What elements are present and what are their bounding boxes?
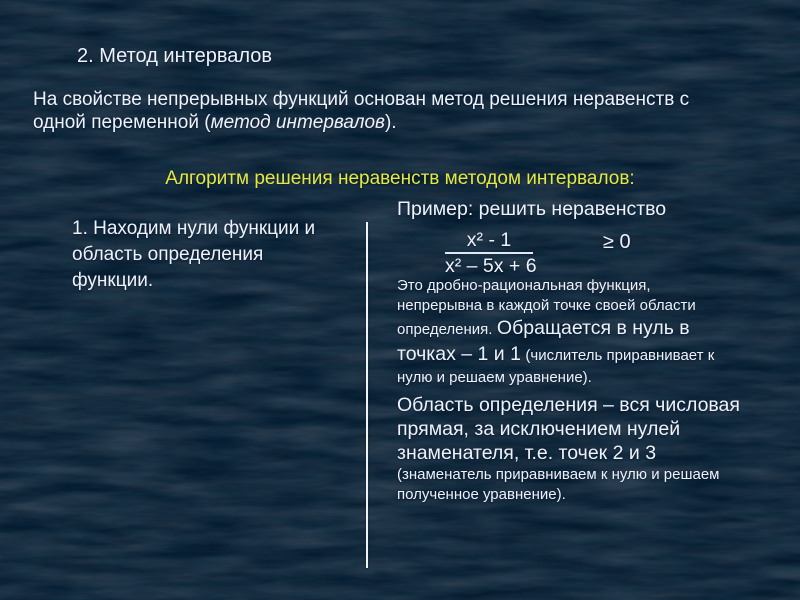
example-title: Пример: решить неравенство (397, 198, 667, 220)
explanation-line-6: Область определения – вся числовая (397, 394, 740, 416)
explanation-line-5: нулю и решаем уравнение). (397, 369, 592, 386)
intro-line-2: одной переменной (метод интервалов). (33, 112, 397, 133)
example-panel (397, 197, 777, 505)
explanation-line-1: Это дробно-рациональная функция, (397, 277, 651, 294)
intro-paragraph (33, 88, 689, 134)
fraction (445, 229, 537, 277)
fraction-denominator: x² – 5x + 6 (445, 255, 537, 277)
algorithm-heading: Алгоритм решения неравенств методом интервалов: (165, 168, 635, 189)
explanation-line-8: знаменателя, т.е. точек 2 и 3 (397, 442, 657, 464)
column-divider-line (366, 222, 368, 568)
explanation-line-4: точках – 1 и 1 (числитель приравнивает к (397, 343, 715, 365)
step-1-text (72, 216, 315, 294)
inequality-formula (445, 229, 777, 276)
inequality-relation: ≥ 0 (603, 231, 631, 253)
step-1-line-2: область определения (72, 244, 264, 265)
explanation-line-2: непрерывна в каждой точке своей области (397, 297, 696, 314)
explanation-line-3: определения. Обращается в нуль в (397, 317, 690, 339)
step-1-line-1: 1. Находим нули функции и (72, 218, 316, 239)
example-explanation (397, 276, 777, 505)
explanation-line-7: прямая, за исключением нулей (397, 418, 681, 440)
intro-line-1: На свойстве непрерывных функций основан метод решения неравенств с (33, 89, 690, 110)
explanation-line-10: полученное уравнение). (397, 486, 566, 503)
intro-italic-term: метод интервалов (210, 112, 385, 133)
step-1-line-3: функции. (72, 270, 154, 291)
fraction-numerator: x² - 1 (445, 229, 533, 254)
slide-title: 2. Метод интервалов (77, 45, 272, 67)
explanation-line-9: (знаменатель приравниваем к нулю и решаем (397, 466, 720, 483)
